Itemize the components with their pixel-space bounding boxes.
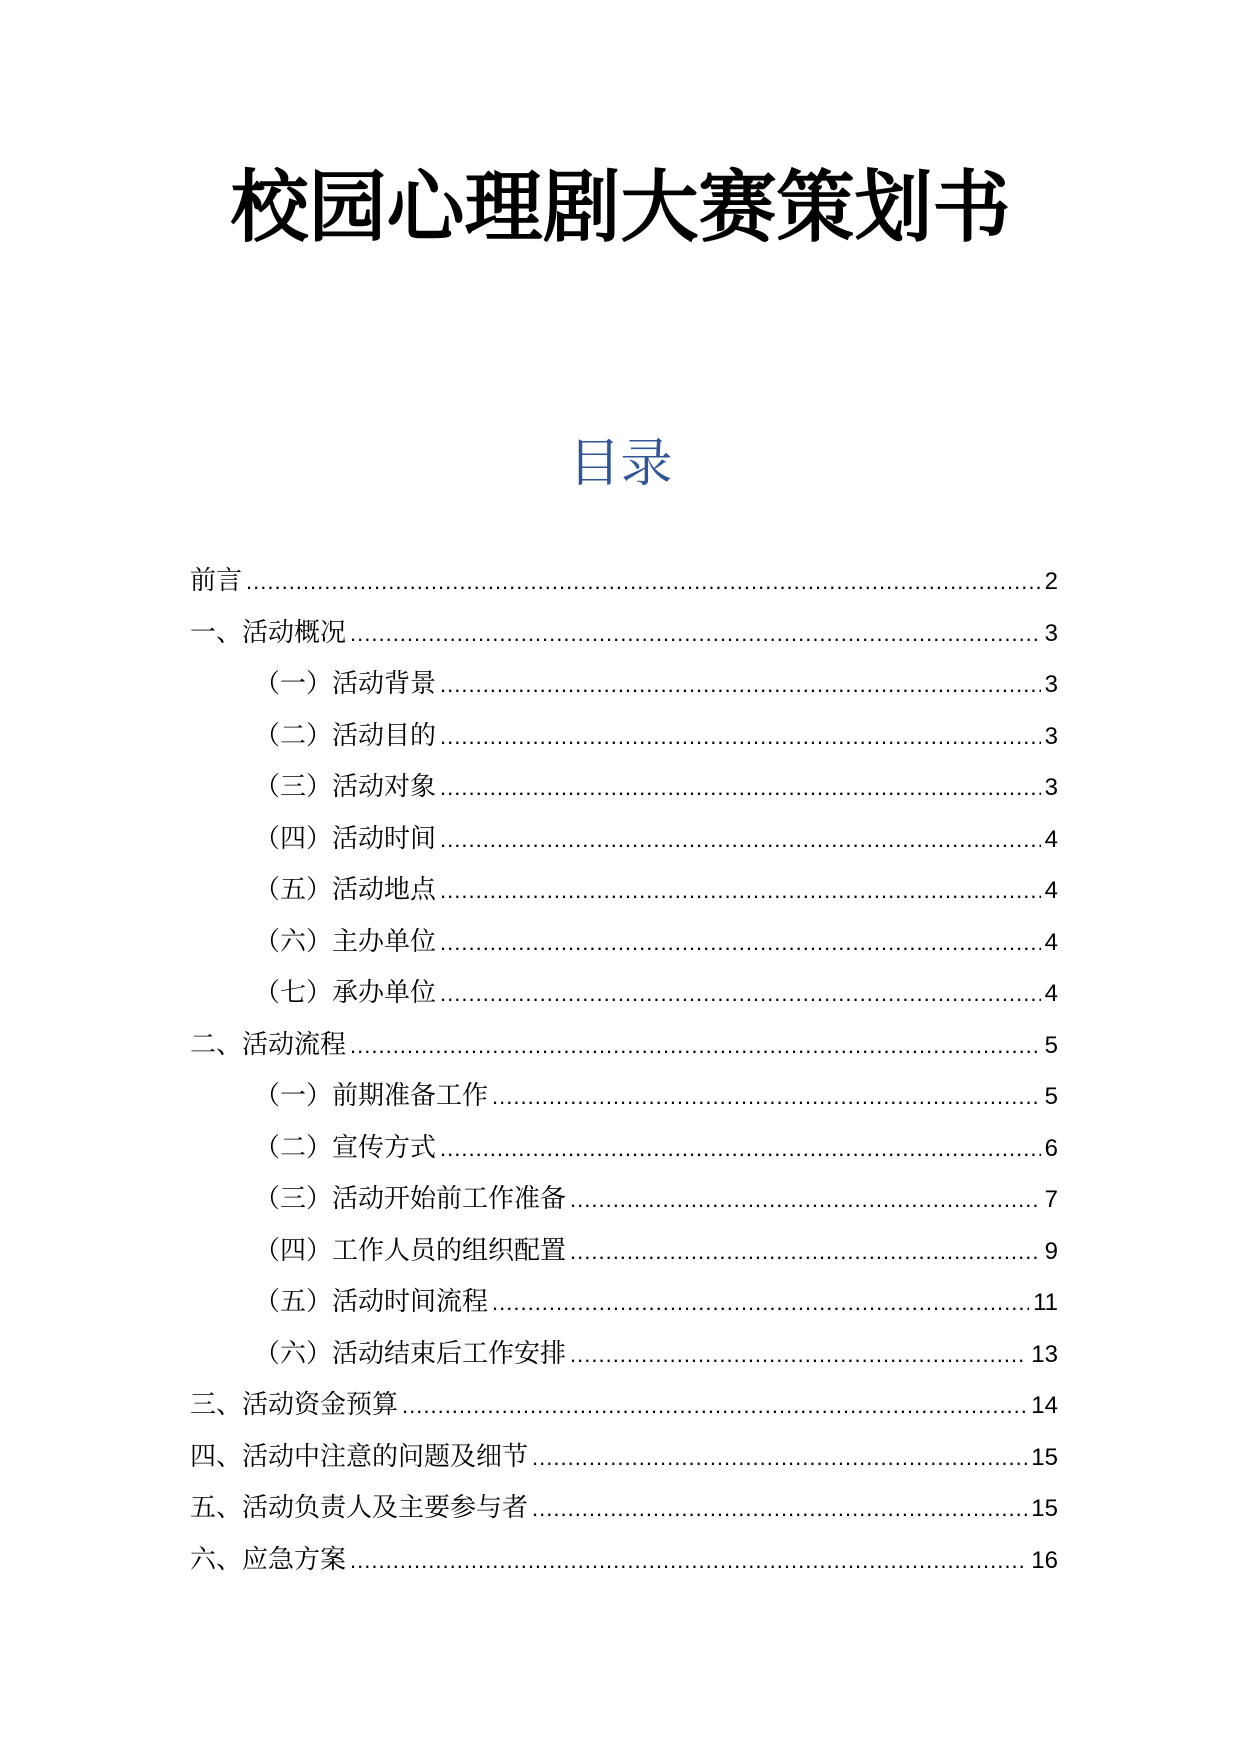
- toc-entry-label: （七）承办单位: [254, 978, 437, 1008]
- toc-entry[interactable]: [190, 1487, 1058, 1539]
- toc-page-number: 6: [1044, 1134, 1058, 1162]
- toc-page-number: 15: [1031, 1443, 1058, 1471]
- toc-page-number: 11: [1033, 1289, 1058, 1316]
- toc-entry[interactable]: [190, 1178, 1058, 1230]
- toc-page-number: 4: [1044, 877, 1058, 904]
- toc-entry[interactable]: [190, 1333, 1058, 1385]
- toc-leader-dots: [440, 981, 1041, 1007]
- toc-entry-label: （二）宣传方式: [254, 1132, 437, 1163]
- toc-leader-dots: [440, 672, 1041, 698]
- toc-entry-label: （三）活动开始前工作准备: [254, 1184, 567, 1214]
- toc-entry-label: 五、活动负责人及主要参与者: [190, 1493, 529, 1523]
- toc-page-number: 5: [1044, 1083, 1058, 1110]
- toc-entry[interactable]: [190, 560, 1058, 612]
- toc-leader-dots: [246, 569, 1041, 595]
- toc-entry[interactable]: [190, 921, 1058, 973]
- toc-leader-dots: [532, 1496, 1027, 1522]
- toc-entry[interactable]: [190, 1127, 1058, 1179]
- toc-page-number: 9: [1044, 1237, 1058, 1265]
- toc-page-number: 13: [1031, 1340, 1058, 1368]
- toc-leader-dots: [350, 621, 1041, 647]
- toc-page-number: 7: [1044, 1186, 1058, 1213]
- toc-entry[interactable]: [190, 1024, 1058, 1076]
- toc-entry[interactable]: [190, 1230, 1058, 1282]
- toc-leader-dots: [440, 827, 1041, 853]
- toc-entry[interactable]: [190, 715, 1058, 767]
- toc-page-number: 5: [1044, 1031, 1058, 1059]
- toc-entry-label: （一）前期准备工作: [254, 1081, 489, 1111]
- toc-entry[interactable]: [190, 1384, 1058, 1436]
- toc-page-number: 3: [1044, 774, 1058, 801]
- toc-leader-dots: [440, 878, 1041, 904]
- document-title: 校园心理剧大赛策划书: [230, 163, 1011, 253]
- toc-page-number: 3: [1044, 722, 1058, 750]
- toc-page-number: 4: [1044, 980, 1058, 1007]
- toc-entry-label: 六、应急方案: [190, 1544, 347, 1575]
- toc-leader-dots: [350, 1033, 1041, 1059]
- toc-leader-dots: [570, 1342, 1027, 1368]
- toc-entry-label: 一、活动概况: [190, 617, 347, 648]
- toc-entry-label: 三、活动资金预算: [190, 1390, 399, 1420]
- toc-leader-dots: [440, 775, 1041, 801]
- toc-entry[interactable]: [190, 766, 1058, 818]
- toc-entry-label: 四、活动中注意的问题及细节: [190, 1441, 529, 1472]
- toc-entry[interactable]: [190, 1539, 1058, 1591]
- toc-entry[interactable]: [190, 1436, 1058, 1488]
- toc-leader-dots: [440, 930, 1041, 956]
- toc-entry[interactable]: [190, 612, 1058, 664]
- toc-entry-label: 二、活动流程: [190, 1029, 347, 1060]
- toc-entry-label: （六）主办单位: [254, 926, 437, 957]
- toc-entry-label: （一）活动背景: [254, 669, 437, 699]
- toc-entry[interactable]: [190, 663, 1058, 715]
- toc-entry[interactable]: [190, 818, 1058, 870]
- toc-leader-dots: [350, 1548, 1027, 1574]
- toc-leader-dots: [440, 1136, 1041, 1162]
- toc-page-number: 2: [1044, 568, 1058, 595]
- toc-entry[interactable]: [190, 1281, 1058, 1333]
- toc-leader-dots: [440, 724, 1041, 750]
- toc-page-number: 15: [1031, 1495, 1058, 1522]
- toc-page-number: 3: [1044, 619, 1058, 647]
- toc-entry-label: （五）活动时间流程: [254, 1287, 489, 1317]
- toc-leader-dots: [492, 1290, 1029, 1316]
- toc-entry-label: （六）活动结束后工作安排: [254, 1338, 567, 1369]
- toc-leader-dots: [492, 1084, 1041, 1110]
- toc-entry-label: （四）活动时间: [254, 823, 437, 854]
- toc-page-number: 3: [1044, 671, 1058, 698]
- toc-page-number: 4: [1044, 825, 1058, 853]
- toc-heading: 目录: [568, 434, 673, 494]
- toc-entry-label: 前言: [190, 566, 243, 596]
- toc-entry-label: （三）活动对象: [254, 772, 437, 802]
- toc-entry[interactable]: [190, 869, 1058, 921]
- table-of-contents: [190, 560, 1058, 1590]
- toc-page-number: 16: [1031, 1546, 1058, 1574]
- toc-leader-dots: [570, 1239, 1041, 1265]
- toc-entry[interactable]: [190, 1075, 1058, 1127]
- toc-leader-dots: [402, 1393, 1027, 1419]
- toc-entry[interactable]: [190, 972, 1058, 1024]
- toc-entry-label: （五）活动地点: [254, 875, 437, 905]
- toc-page-number: 4: [1044, 928, 1058, 956]
- toc-leader-dots: [570, 1187, 1041, 1213]
- toc-entry-label: （二）活动目的: [254, 720, 437, 751]
- toc-page-number: 14: [1031, 1392, 1058, 1419]
- toc-leader-dots: [532, 1445, 1027, 1471]
- toc-entry-label: （四）工作人员的组织配置: [254, 1235, 567, 1266]
